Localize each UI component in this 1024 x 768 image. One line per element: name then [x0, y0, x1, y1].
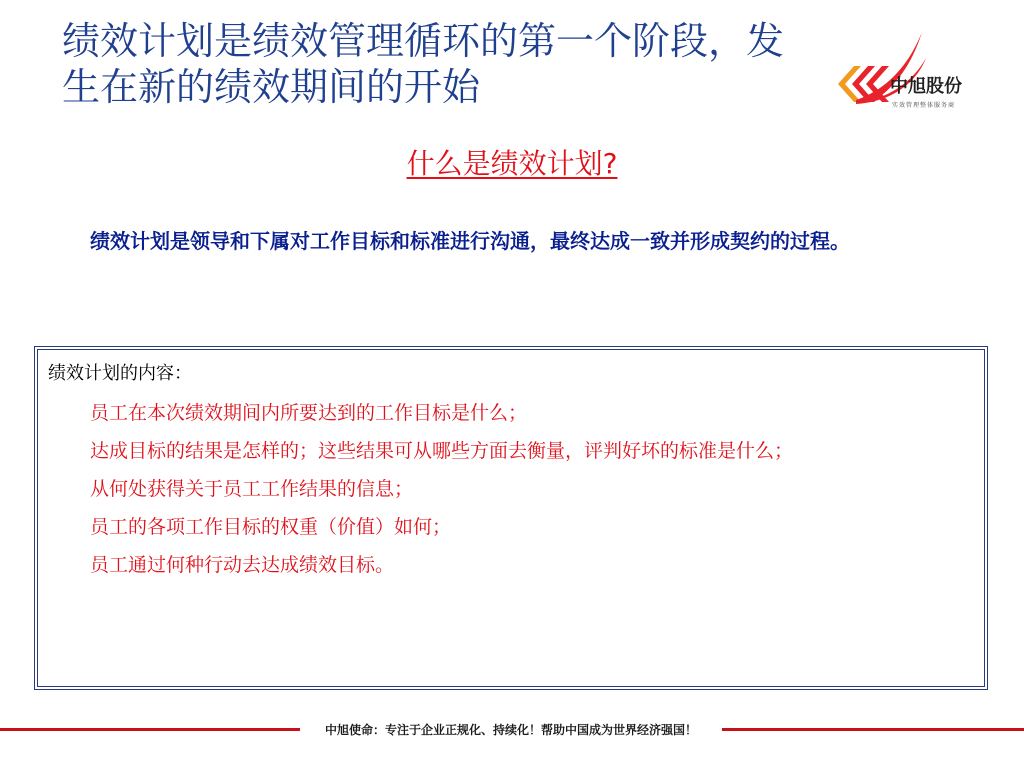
footer-mission: 中旭使命：专注于企业正规化、持续化！帮助中国成为世界经济强国！: [324, 723, 697, 737]
plan-contents-item: 员工通过何种行动去达成绩效目标。: [90, 554, 395, 576]
logo-tagline: 实效管理整体服务商: [892, 102, 956, 109]
company-logo: [830, 32, 995, 117]
slide-title: 绩效计划是绩效管理循环的第一个阶段，发生在新的绩效期间的开始: [62, 19, 785, 109]
footer-divider-left: [0, 728, 300, 731]
plan-contents-list: [48, 394, 976, 584]
section-question-text: 什么是绩效计划?: [406, 147, 618, 180]
plan-contents-box: [34, 346, 988, 690]
section-question: [0, 146, 1024, 182]
plan-contents-item: 从何处获得关于员工工作结果的信息；: [90, 478, 414, 500]
plan-contents-item: 员工在本次绩效期间内所要达到的工作目标是什么；: [90, 402, 528, 424]
logo-company-name: 中旭股份: [890, 76, 962, 97]
plan-contents-inner: [38, 350, 984, 584]
plan-contents-item: 员工的各项工作目标的权重（价值）如何；: [90, 516, 452, 538]
plan-contents-heading: 绩效计划的内容：: [48, 363, 192, 384]
plan-contents-item: 达成目标的结果是怎样的；这些结果可从哪些方面去衡量，评判好坏的标准是什么；: [90, 440, 794, 462]
footer-divider-right: [722, 728, 1024, 731]
definition-paragraph: 绩效计划是领导和下属对工作目标和标准进行沟通，最终达成一致并形成契约的过程。: [90, 229, 850, 253]
